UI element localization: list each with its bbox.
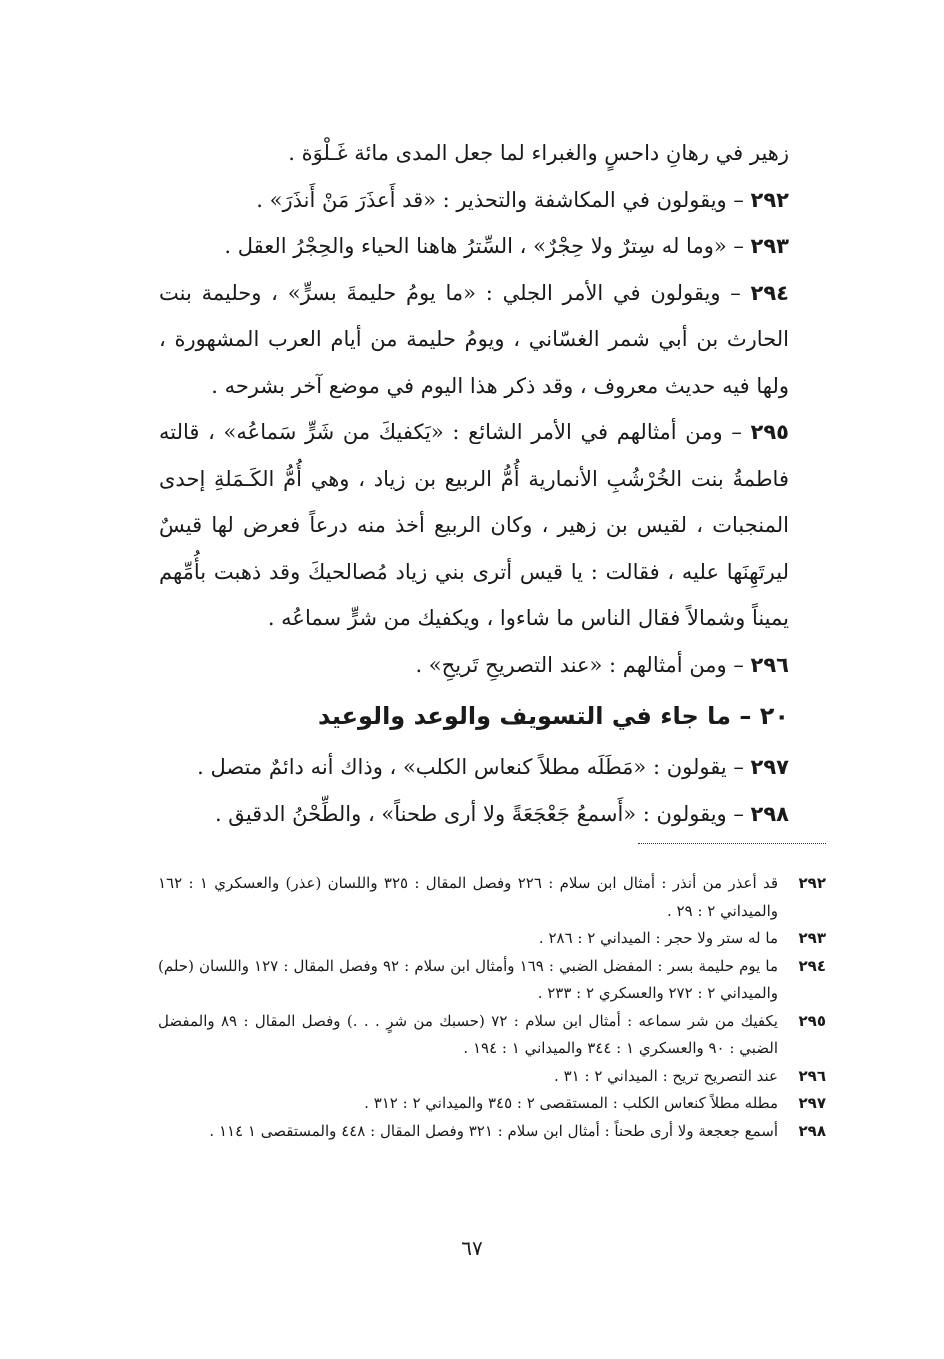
paragraph-text: – ومن أمثالهم في الأمر الشائع : «يَكفيكَ من شَرٍّ سَماعُه» ، قالته فاطمةُ بنت الخُرْشُبِ الأنمارية أُمُّ الربيع بن زياد ، وهي أُمُّ الكَـمَلةِ إحدى المنجبات ، لقيس بن زهير ، وكان الربيع أخذ منه درعاً فعرض لها قيسٌ ليرتَهِنَها عليه ، فقالت : يا قيس أترى بني زياد مُصالحيكَ وقد ذهبت بأُمِّهم يميناً وشمالاً فقال الناس ما شاءوا ، ويكفيك من شرٍّ سماعُه . bbox=[159, 420, 789, 630]
paragraph-text: – ويقولون : «أَسمعُ جَعْجَعَةً ولا أرى طحناً» ، والطِّحْنُ الدقيق . bbox=[214, 801, 751, 826]
footnote-number: ٢٩٦ bbox=[798, 1066, 826, 1085]
footnote-number: ٢٩٣ bbox=[798, 929, 826, 947]
paragraph-text: زهير في رهانِ داحسٍ والغبراء لما جعل المدى مائة غَـلْوَة . bbox=[288, 141, 789, 165]
section-title-text: – ما جاء في التسويف والوعد والوعيد bbox=[317, 702, 760, 730]
footnote-item bbox=[158, 953, 826, 1008]
main-text bbox=[159, 130, 789, 837]
proverb-number: ٢٩٨ bbox=[750, 801, 789, 826]
paragraph-text: – «وما له سِترٌ ولا حِجْرٌ» ، السِّترُ هاهنا الحياء والحِجْرُ العقل . bbox=[224, 234, 751, 258]
proverb-paragraph-298 bbox=[159, 791, 789, 838]
section-number: ٢٠ bbox=[759, 702, 789, 730]
paragraph-continuation bbox=[159, 130, 789, 177]
section-heading bbox=[159, 688, 789, 744]
proverb-number: ٢٩٣ bbox=[750, 234, 789, 258]
footnote-number: ٢٩٥ bbox=[798, 1011, 826, 1030]
footnote-number: ٢٩٤ bbox=[798, 956, 826, 975]
footnote-item bbox=[158, 870, 826, 925]
paragraph-text: – يقولون : «مَطَلَه مطلاً كنعاس الكلب» ، وذاك أنه دائمٌ متصل . bbox=[197, 755, 751, 779]
proverb-paragraph-293 bbox=[159, 223, 789, 270]
proverb-number: ٢٩٥ bbox=[750, 420, 789, 444]
paragraph-text: – ومن أمثالهم : «عند التصريحِ تَريحِ» . bbox=[415, 652, 751, 677]
footnote-text: يكفيك من شر سماعه : أمثال ابن سلام : ٧٢ (حسبك من شرٍ . . .) وفصل المقال : ٨٩ والمفضل الضبي : ٩٠ والعسكري ١ : ٣٤٤ والميداني ١ : ١٩٤ . bbox=[158, 1011, 778, 1057]
footnote-number: ٢٩٢ bbox=[798, 874, 826, 892]
proverb-paragraph-297 bbox=[159, 744, 789, 791]
proverb-number: ٢٩٢ bbox=[750, 187, 789, 212]
paragraph-text: – ويقولون في الأمر الجلي : «ما يومُ حليمةَ بسرٍّ» ، وحليمة بنت الحارث بن أبي شمر الغسّاني ، ويومُ حليمة من أيام العرب المشهورة ، ولها فيه حديث معروف ، وقد ذكر هذا اليوم في موضع آخر بشرحه . bbox=[159, 280, 789, 398]
proverb-paragraph-292 bbox=[159, 177, 789, 224]
paragraph-text: – ويقولون في المكاشفة والتحذير : «قد أَعذَرَ مَنْ أَنذَرَ» . bbox=[256, 187, 751, 212]
footnote-text: ما يوم حليمة بسر : المفضل الضبي : ١٦٩ وأمثال ابن سلام : ٩٢ وفصل المقال : ١٢٧ واللسان (حلم) والميداني ٢ : ٢٧٢ والعسكري ٢ : ٢٣٣ . bbox=[158, 956, 778, 1002]
footnotes bbox=[158, 870, 826, 1145]
proverb-paragraph-294 bbox=[159, 270, 789, 410]
proverb-number: ٢٩٤ bbox=[750, 280, 789, 305]
footnote-text: أسمع جعجعة ولا أرى طحناً : أمثال ابن سلام : ٣٢١ وفصل المقال : ٤٤٨ والمستقصى ١ ١١٤ . bbox=[209, 1121, 778, 1140]
footnote-item bbox=[158, 1008, 826, 1063]
footnote-item bbox=[158, 925, 826, 953]
footnote-text: مطله مطلاً كنعاس الكلب : المستقصى ٢ : ٣٤٥ والميداني ٢ : ٣١٢ . bbox=[364, 1094, 778, 1112]
footnote-text: ما له ستر ولا حجر : الميداني ٢ : ٢٨٦ . bbox=[538, 929, 778, 947]
proverb-paragraph-296 bbox=[159, 642, 789, 689]
footnote-number: ٢٩٨ bbox=[798, 1121, 826, 1140]
page-number: ٦٧ bbox=[461, 1236, 483, 1260]
footnote-item bbox=[158, 1090, 826, 1118]
proverb-number: ٢٩٦ bbox=[750, 652, 789, 677]
footnote-number: ٢٩٧ bbox=[798, 1094, 826, 1112]
footnote-item bbox=[158, 1063, 826, 1091]
footnote-divider bbox=[638, 843, 826, 844]
footnote-text: قد أعذر من أنذر : أمثال ابن سلام : ٢٢٦ وفصل المقال : ٣٢٥ واللسان (عذر) والعسكري ١ : ١٦٢ والميداني ٢ : ٢٩ . bbox=[158, 874, 778, 920]
footnote-text: عند التصريح تريح : الميداني ٢ : ٣١ . bbox=[554, 1066, 778, 1085]
proverb-number: ٢٩٧ bbox=[750, 755, 789, 779]
footnote-item bbox=[158, 1118, 826, 1146]
proverb-paragraph-295 bbox=[159, 409, 789, 642]
